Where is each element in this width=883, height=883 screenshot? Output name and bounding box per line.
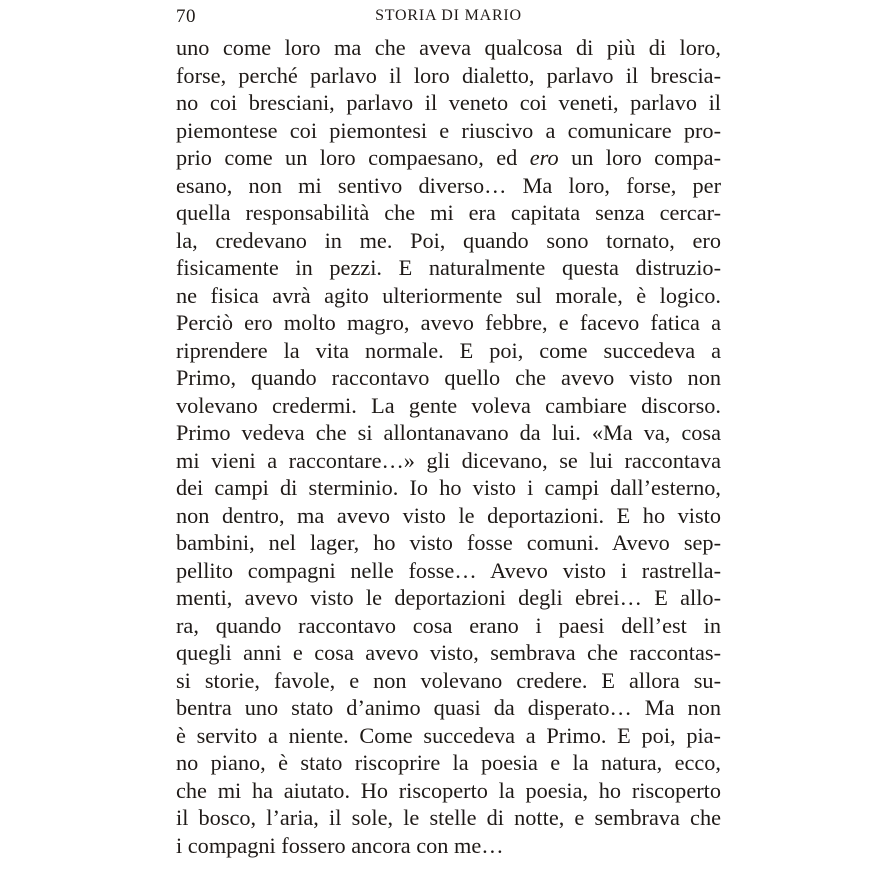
text-line: Primo vedeva che si allontanavano da lui. «Ma va, cosa xyxy=(176,420,721,445)
text-line: dei campi di sterminio. Io ho visto i campi dall’esterno, xyxy=(176,475,721,500)
text-line: menti, avevo visto le deportazioni degli ebrei… E allo- xyxy=(176,585,721,610)
text-line: piemontese coi piemontesi e riuscivo a comunicare pro- xyxy=(176,117,721,143)
text-line: quella responsabilità che mi era capitata senza cercar- xyxy=(176,200,721,225)
body-text xyxy=(176,34,721,859)
text-line: mi vieni a raccontare…» gli dicevano, se lui raccontava xyxy=(176,447,721,473)
text-line: Primo, quando raccontavo quello che avevo visto non xyxy=(176,365,721,390)
text-line: uno come loro ma che aveva qualcosa di più di loro, xyxy=(176,35,721,60)
text-line: bambini, nel lager, ho visto fosse comuni. Avevo sep- xyxy=(176,530,721,555)
text-line: fisicamente in pezzi. E naturalmente questa distruzio- xyxy=(176,255,721,280)
text-line: è servito a niente. Come succedeva a Primo. E poi, pia- xyxy=(176,722,721,748)
text-line: il bosco, l’aria, il sole, le stelle di notte, e sembrava che xyxy=(176,805,721,830)
text-line: ra, quando raccontavo cosa erano i paesi dell’est in xyxy=(176,612,721,638)
text-line: volevano credermi. La gente voleva cambiare discorso. xyxy=(176,392,721,418)
running-title: STORIA DI MARIO xyxy=(375,7,522,24)
book-page xyxy=(176,0,721,883)
text-line: si storie, favole, e non volevano credere. E allora su- xyxy=(176,667,721,693)
text-line: bentra uno stato d’animo quasi da disperato… Ma non xyxy=(176,695,721,720)
text-line: non dentro, ma avevo visto le deportazioni. E ho visto xyxy=(176,502,721,528)
text-segment: un loro compa- xyxy=(558,145,722,170)
text-line: no coi bresciani, parlavo il veneto coi veneti, parlavo il xyxy=(176,90,721,115)
text-line xyxy=(176,144,721,172)
text-line: ne fisica avrà agito ulteriormente sul morale, è logico. xyxy=(176,282,721,308)
text-line: riprendere la vita normale. E poi, come succedeva a xyxy=(176,337,721,363)
text-line: i compagni fossero ancora con me… xyxy=(176,832,504,858)
page-number: 70 xyxy=(176,6,196,27)
text-line: Perciò ero molto magro, avevo febbre, e facevo fatica a xyxy=(176,310,721,335)
italic-word: ero xyxy=(529,145,559,170)
text-line: pellito compagni nelle fosse… Avevo visto i rastrella- xyxy=(176,557,721,583)
text-line: che mi ha aiutato. Ho riscoperto la poesia, ho riscoperto xyxy=(176,777,721,803)
text-segment: prio come un loro compaesano, ed xyxy=(176,145,530,170)
text-line: quegli anni e cosa avevo visto, sembrava che raccontas- xyxy=(176,640,721,665)
text-line: esano, non mi sentivo diverso… Ma loro, forse, per xyxy=(176,172,721,198)
text-line: forse, perché parlavo il loro dialetto, parlavo il brescia- xyxy=(176,62,721,88)
text-line: no piano, è stato riscoprire la poesia e la natura, ecco, xyxy=(176,750,721,775)
page-header xyxy=(176,0,721,34)
text-line: la, credevano in me. Poi, quando sono tornato, ero xyxy=(176,227,721,253)
